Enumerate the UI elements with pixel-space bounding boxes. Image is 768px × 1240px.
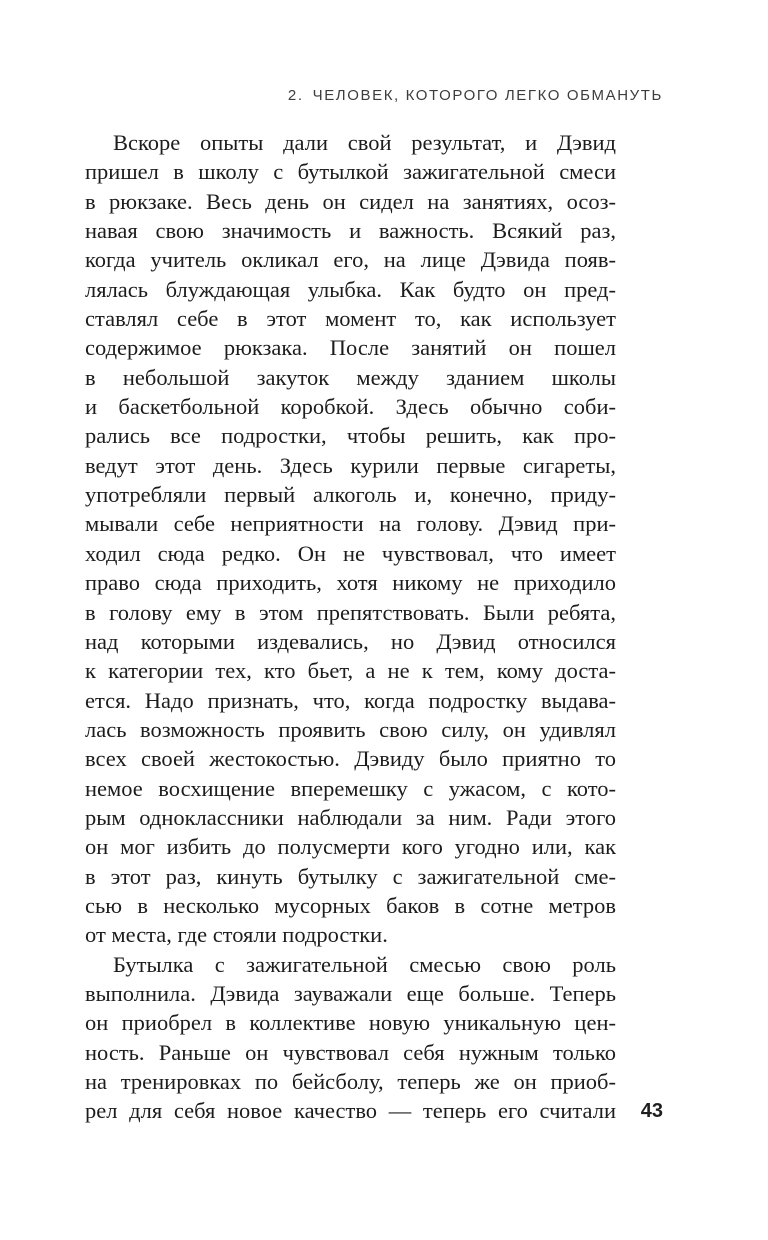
text-line: лась возможность проявить свою силу, он удивлял [85,716,616,742]
text-line: рым одноклассники наблюдали за ним. Ради этого [85,804,616,830]
text-line: ется. Надо признать, что, когда подростку выдава- [85,687,616,713]
text-line: над которыми издевались, но Дэвид относился [85,628,616,654]
page-number: 43 [640,1100,663,1122]
text-line: на тренировках по бейсболу, теперь же он приоб- [85,1069,616,1094]
text-line: ходил сюда редко. Он не чувствовал, что имеет [85,540,616,566]
text-line: ность. Раньше он чувствовал себя нужным только [85,1039,616,1065]
text-line: мывали себе неприятности на голову. Дэвид при- [85,511,616,537]
text-line: в рюкзаке. Весь день он сидел на занятиях, осоз- [85,188,616,214]
body-text [85,128,616,1126]
text-line: навая свою значимость и важность. Всякий раз, [85,218,616,244]
text-line: пришел в школу с бутылкой зажигательной смеси [85,159,616,185]
text-line: к категории тех, кто бьет, а не к тем, кому доста- [85,658,616,684]
chapter-number: 2. [287,87,304,104]
text-line: сью в несколько мусорных баков в сотне метров [85,892,616,918]
text-line: ставлял себе в этот момент то, как использует [85,306,616,332]
chapter-title: ЧЕЛОВЕК, КОТОРОГО ЛЕГКО ОБМАНУТЬ [312,87,663,104]
text-line: в голову ему в этом препятствовать. Были ребята, [85,599,616,625]
text-line: лялась блуждающая улыбка. Как будто он пред- [85,276,616,302]
text-line: и баскетбольной коробкой. Здесь обычно соби- [85,394,616,420]
text-line: когда учитель окликал его, на лице Дэвида появ- [85,247,616,273]
text-line: всех своей жестокостью. Дэвиду было приятно то [85,746,616,772]
text-line: он мог избить до полусмерти кого угодно или, как [85,834,616,860]
text-line: рались все подростки, чтобы решить, как про- [85,423,616,449]
text-line: Бутылка с зажигательной смесью свою роль [113,951,616,977]
text-line: рел для себя новое качество — теперь его считали [85,1098,616,1124]
text-line: содержимое рюкзака. После занятий он пошел [85,335,616,361]
running-head [288,86,663,105]
text-line: он приобрел в коллективе новую уникальную цен- [85,1010,616,1036]
text-line: немое восхищение вперемешку с ужасом, с кото- [85,775,616,801]
text-line: ведут этот день. Здесь курили первые сигареты, [85,452,616,478]
text-line: Вскоре опыты дали свой результат, и Дэвид [113,130,616,155]
text-line: выполнила. Дэвида зауважали еще больше. Теперь [85,980,616,1006]
text-line: в этот раз, кинуть бутылку с зажигательной сме- [85,863,616,889]
text-line: от места, где стояли подростки. [85,922,388,948]
text-line: право сюда приходить, хотя никому не приходило [85,570,616,596]
text-line: в небольшой закуток между зданием школы [85,364,616,390]
text-line: употребляли первый алкоголь и, конечно, приду- [85,482,616,508]
